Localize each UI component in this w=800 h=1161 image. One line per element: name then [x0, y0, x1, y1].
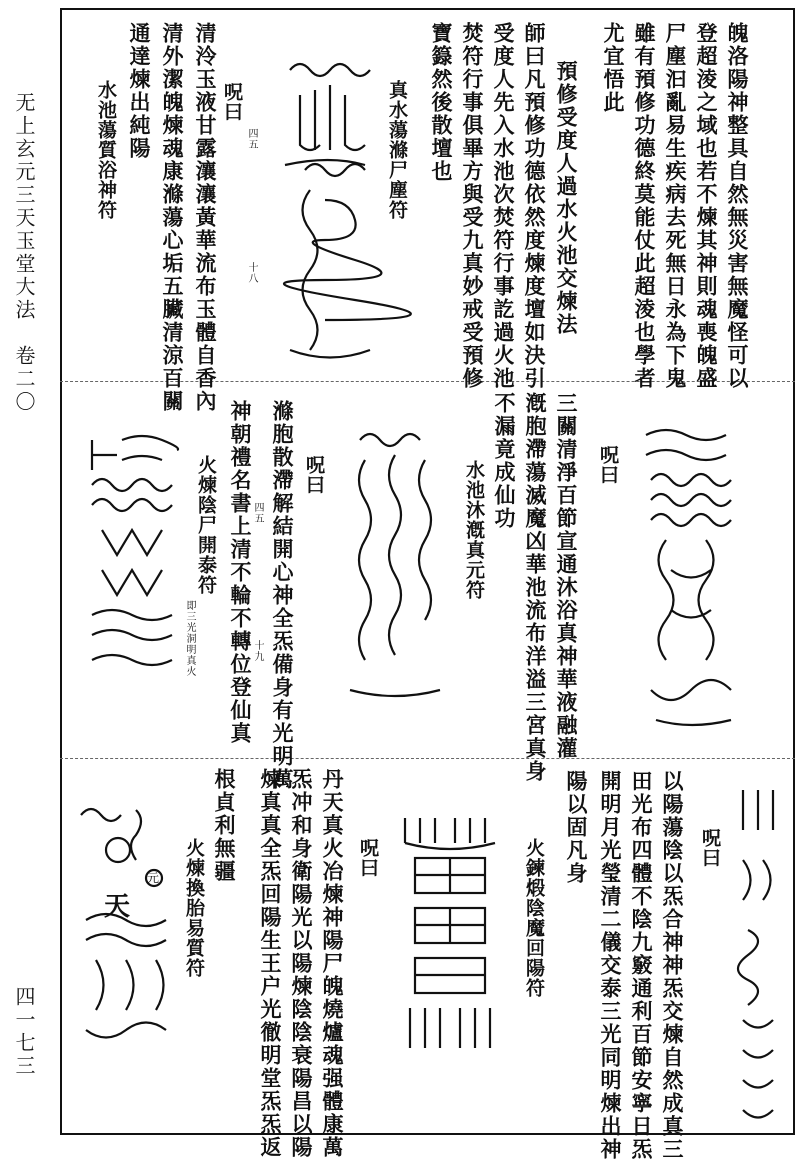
talisman-bath-spirit — [636, 420, 746, 740]
page-number-margin: 四一七三 — [12, 986, 36, 1078]
talisman-title: 真水蕩滌尸塵符 — [386, 80, 408, 220]
spell-column: 清泠玉液甘露瀼瀼黃華流布玉體自香內 — [193, 22, 218, 413]
talisman-yang-restore — [733, 780, 783, 1120]
text-column: 受度人先入水池次焚符行事訖過火池 — [491, 22, 516, 390]
text-column: 雖有預修功德終莫能仗此超淩也學者 — [632, 22, 657, 390]
spell-column: 陽以固凡身 — [564, 770, 589, 885]
title-note: 即三光洞明真火 — [184, 600, 195, 677]
spell-column: 清外潔魄煉魂康滌蕩心垢五臟清涼百關 — [160, 22, 185, 413]
seal-character: 天 — [104, 892, 131, 922]
spell-column: 丹天真火冶煉神陽尸魄燒爐魂强體康萬 — [320, 768, 345, 1159]
marginal-note: 十八 — [246, 262, 257, 284]
spell-column: 神朝禮名書上清不輪不轉位登仙真 — [228, 400, 253, 745]
spell-column: 以陽蕩陰以炁合神神炁交煉自然成真三 — [660, 770, 685, 1161]
talisman-title: 水池蕩質浴神符 — [95, 80, 117, 220]
spell-column: 漑胞滯蕩滅魔凶華池流布洋溢三宮真身 — [523, 392, 548, 783]
text-column: 登超淩之域也若不煉其神則魂喪魄盛 — [694, 22, 719, 390]
zhou-label: 呪曰 — [221, 82, 243, 122]
text-column: 尸塵汩亂易生疾病去死無日永為下鬼 — [663, 22, 688, 390]
spell-column: 不漏竟成仙功 — [492, 392, 517, 530]
talisman-water-cleansing — [270, 50, 380, 370]
zhou-label: 呪曰 — [357, 838, 379, 878]
talisman-title: 火鍊煅陰魔回陽符 — [523, 838, 545, 998]
talisman-demon-forging — [395, 808, 505, 1058]
talisman-water-infusion — [340, 420, 450, 710]
zhou-label: 呪曰 — [303, 455, 325, 495]
marginal-note: 十九 — [252, 640, 263, 662]
text-column: 師曰凡預修功德依然度煉度壇如決引 — [522, 22, 547, 390]
seal-character: 元 — [147, 871, 160, 885]
panel-divider-2 — [60, 758, 795, 759]
text-column: 寶籙然後散壇也 — [429, 22, 454, 183]
talisman-title: 水池沐漑真元符 — [463, 460, 485, 600]
marginal-note: 四五 — [246, 128, 257, 150]
spell-column: 滌胞散滯解結開心神全炁備身有光明萬 — [270, 400, 295, 791]
spell-column: 三關清淨百節宣通沐浴真神華液融灌 — [554, 392, 579, 760]
section-heading: 預修受度人過水火池交煉法 — [554, 60, 579, 336]
spell-column: 炁冲和身衛陽光以陽煉陰陰衰陽昌以陽 — [289, 768, 314, 1159]
text-column: 魄洛陽神整具自然無災害無魔怪可以 — [725, 22, 750, 390]
text-column: 焚符行事俱畢方與受九真妙戒受預修 — [460, 22, 485, 390]
spell-column: 通達煉出純陽 — [127, 22, 152, 160]
marginal-note: 四五 — [252, 502, 263, 524]
spell-column: 根貞利無疆 — [212, 768, 237, 883]
spell-column: 開明月光瑩清二儀交泰三光同明煉出神 — [598, 770, 623, 1161]
text-column: 尤宜悟此 — [601, 22, 626, 114]
talisman-title: 火煉換胎易質符 — [183, 838, 205, 978]
zhou-label: 呪曰 — [597, 445, 619, 485]
spell-column: 田光布四體不陰九竅通利百節安寧日炁 — [629, 770, 654, 1161]
talisman-title: 火煉陰尸開泰符 — [195, 455, 217, 595]
talisman-fire-refining — [82, 430, 182, 680]
talisman-embryo-change — [76, 800, 176, 1060]
spell-column: 煉真真全炁回陽生王户光徹明堂炁炁返 — [258, 768, 283, 1159]
book-title-margin: 无上玄元三天玉堂大法 卷二〇 — [12, 92, 36, 414]
zhou-label: 呪曰 — [699, 828, 721, 868]
